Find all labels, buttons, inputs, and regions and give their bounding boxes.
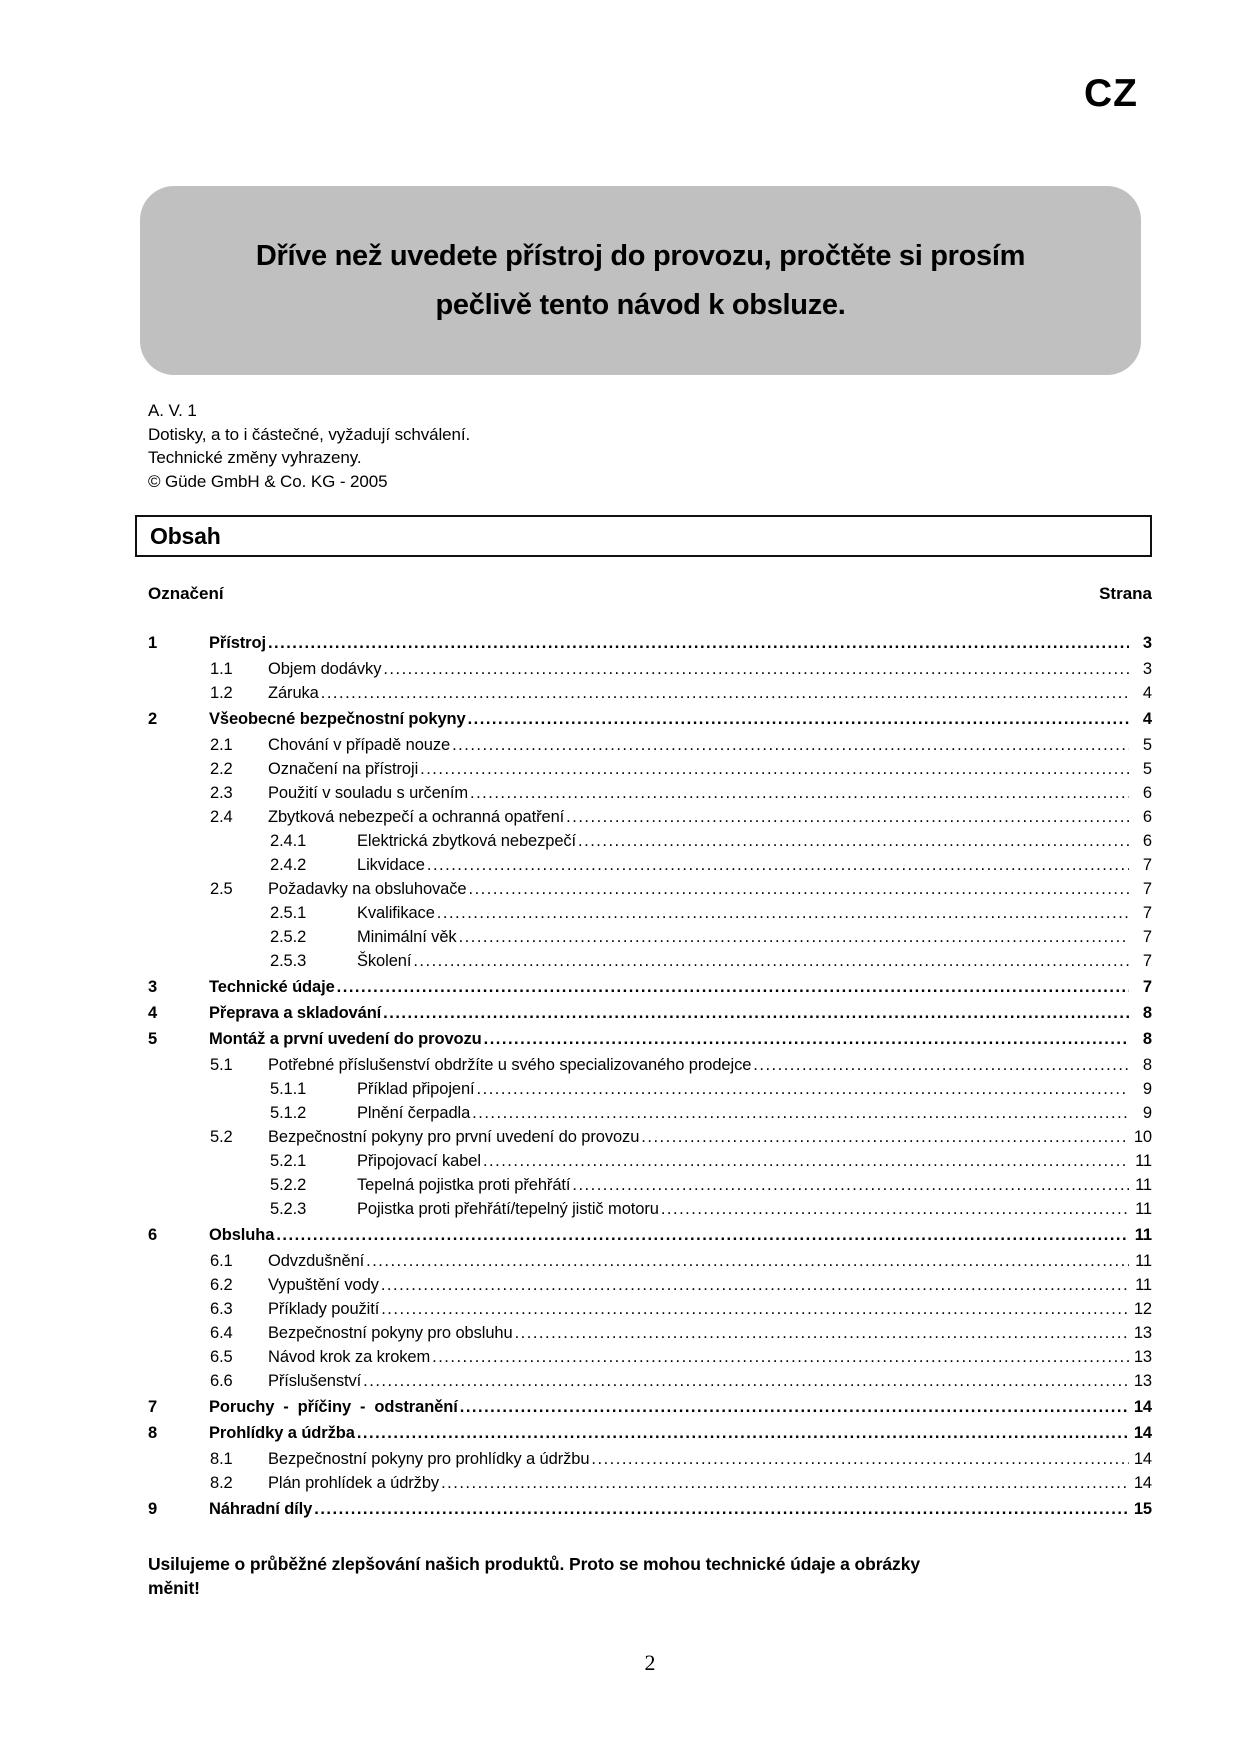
dot-leader xyxy=(427,853,1129,877)
toc-page-number: 4 xyxy=(1142,684,1152,702)
toc-row xyxy=(148,733,1152,757)
toc-row xyxy=(148,1421,1152,1445)
toc-row xyxy=(148,1197,1152,1221)
dot-leader xyxy=(337,975,1129,999)
toc-row xyxy=(148,631,1152,655)
toc-row xyxy=(148,1321,1152,1345)
toc-section-number: 6.5 xyxy=(210,1348,233,1366)
toc-page-number: 15 xyxy=(1133,1500,1152,1518)
toc-row xyxy=(148,1297,1152,1321)
toc-section-number: 4 xyxy=(148,1004,158,1022)
dot-leader xyxy=(357,1421,1129,1445)
improvement-note-line-1: Usilujeme o průběžné zlepšování našich produktů. Proto se mohou technické údaje a obrázky xyxy=(148,1554,920,1574)
toc-header-page: Strana xyxy=(1099,584,1152,603)
toc-page-number: 6 xyxy=(1142,832,1152,850)
toc-section-title: Plnění čerpadla xyxy=(357,1104,471,1122)
toc-page-number: 14 xyxy=(1133,1398,1152,1416)
toc-section-title: Bezpečnostní pokyny pro prohlídky a údržbu xyxy=(268,1450,590,1468)
toc-page-number: 7 xyxy=(1142,880,1152,898)
toc-section-number: 5.2.1 xyxy=(270,1152,307,1170)
toc-page-number: 9 xyxy=(1142,1080,1152,1098)
toc-section-number: 5.2.2 xyxy=(270,1176,307,1194)
dot-leader xyxy=(452,733,1129,757)
toc-section-number: 5.1.2 xyxy=(270,1104,307,1122)
toc-page-number: 11 xyxy=(1134,1226,1152,1244)
toc-header-designation: Označení xyxy=(148,584,224,603)
toc-page-number: 7 xyxy=(1142,978,1152,996)
toc-page-number: 11 xyxy=(1135,1276,1152,1294)
toc-section-title: Chování v případě nouze xyxy=(268,736,451,754)
toc-row xyxy=(148,1125,1152,1149)
toc-page-number: 3 xyxy=(1142,634,1152,652)
toc-section-number: 6.3 xyxy=(210,1300,233,1318)
toc-row xyxy=(148,1173,1152,1197)
dot-leader xyxy=(641,1125,1129,1149)
toc-section-number: 6.1 xyxy=(210,1252,233,1270)
toc-section-title: Školení xyxy=(357,952,412,970)
toc-section-number: 6 xyxy=(148,1226,158,1244)
toc-page-number: 14 xyxy=(1133,1474,1152,1492)
toc-row xyxy=(148,1223,1152,1247)
dot-leader xyxy=(578,829,1129,853)
dot-leader xyxy=(363,1369,1129,1393)
toc-row xyxy=(148,1149,1152,1173)
dot-leader xyxy=(469,877,1130,901)
dot-leader xyxy=(420,757,1129,781)
contents-heading: Obsah xyxy=(150,522,221,549)
improvement-note xyxy=(148,1552,920,1600)
toc-row xyxy=(148,805,1152,829)
toc-section-title: Označení na přístroji xyxy=(268,760,419,778)
toc-row xyxy=(148,1001,1152,1025)
toc-row xyxy=(148,1471,1152,1495)
dot-leader xyxy=(484,1027,1129,1051)
toc-page-number: 10 xyxy=(1133,1128,1152,1146)
dot-leader xyxy=(366,1249,1129,1273)
dot-leader xyxy=(572,1173,1129,1197)
notice-line-1: Dříve než uvedete přístroj do provozu, pročtěte si prosím xyxy=(255,239,1026,272)
toc-section-number: 2 xyxy=(148,710,158,728)
toc-section-number: 2.4 xyxy=(210,808,233,826)
dot-leader xyxy=(515,1321,1129,1345)
toc-section-number: 2.5.2 xyxy=(270,928,307,946)
imprint-version: A. V. 1 xyxy=(148,401,197,420)
toc-section-title: Objem dodávky xyxy=(268,660,382,678)
toc-section-title: Návod krok za krokem xyxy=(268,1348,431,1366)
dot-leader xyxy=(459,925,1129,949)
imprint-copyright: © Güde GmbH & Co. KG - 2005 xyxy=(148,471,388,491)
toc-section-number: 5.1 xyxy=(210,1056,233,1074)
toc-page-number: 9 xyxy=(1142,1104,1152,1122)
dot-leader xyxy=(753,1053,1129,1077)
toc-row xyxy=(148,1395,1152,1419)
toc-section-title: Obsluha xyxy=(209,1226,275,1244)
toc-row xyxy=(148,901,1152,925)
toc-page-number: 13 xyxy=(1133,1348,1152,1366)
toc-section-title: Bezpečnostní pokyny pro obsluhu xyxy=(268,1324,513,1342)
dot-leader xyxy=(437,901,1129,925)
toc-section-number: 5.2.3 xyxy=(270,1200,307,1218)
toc-section-number: 2.5.3 xyxy=(270,952,307,970)
toc-row xyxy=(148,877,1152,901)
dot-leader xyxy=(413,949,1129,973)
toc-page-number: 13 xyxy=(1133,1372,1152,1390)
toc-section-number: 7 xyxy=(148,1398,158,1416)
toc-row xyxy=(148,707,1152,731)
toc-section-title: Pojistka proti přehřátí/tepelný jistič motoru xyxy=(357,1200,659,1218)
toc-row xyxy=(148,1027,1152,1051)
toc-row xyxy=(148,781,1152,805)
toc-section-title: Montáž a první uvedení do provozu xyxy=(209,1030,482,1048)
toc-page-number: 6 xyxy=(1142,784,1152,802)
dot-leader xyxy=(441,1471,1129,1495)
toc-section-title: Kvalifikace xyxy=(357,904,435,922)
toc-section-number: 2.3 xyxy=(210,784,233,802)
toc-page-number: 5 xyxy=(1142,736,1152,754)
dot-leader xyxy=(432,1345,1129,1369)
toc-section-number: 1.1 xyxy=(210,660,233,678)
dot-leader xyxy=(381,1273,1129,1297)
toc-section-number: 1 xyxy=(148,634,158,652)
dot-leader xyxy=(383,657,1129,681)
dot-leader xyxy=(276,1223,1129,1247)
notice-line-2: pečlivě tento návod k obsluze. xyxy=(435,288,846,321)
toc-section-title: Záruka xyxy=(268,684,319,702)
dot-leader xyxy=(483,1149,1129,1173)
dot-leader xyxy=(468,707,1129,731)
language-code-badge: CZ xyxy=(1084,72,1138,115)
toc-page-number: 7 xyxy=(1142,856,1152,874)
toc-row xyxy=(148,1273,1152,1297)
toc-section-title: Vypuštění vody xyxy=(268,1276,379,1294)
toc-section-title: Technické údaje xyxy=(209,978,335,996)
toc-page-number: 4 xyxy=(1142,710,1152,728)
toc-page-number: 11 xyxy=(1135,1176,1152,1194)
toc-section-title: Příklad připojení xyxy=(357,1080,475,1098)
toc-row xyxy=(148,975,1152,999)
dot-leader xyxy=(460,1395,1129,1419)
toc-section-title: Přístroj xyxy=(209,634,266,652)
safety-notice-box xyxy=(140,186,1141,375)
dot-leader xyxy=(470,781,1129,805)
toc-row xyxy=(148,657,1152,681)
toc-column-headers xyxy=(148,584,1152,604)
toc-row xyxy=(148,925,1152,949)
toc-section-number: 8.2 xyxy=(210,1474,233,1492)
toc-section-title: Prohlídky a údržba xyxy=(209,1424,355,1442)
toc-page-number: 6 xyxy=(1142,808,1152,826)
toc-section-number: 5 xyxy=(148,1030,158,1048)
toc-section-title: Použití v souladu s určením xyxy=(268,784,468,802)
toc-section-number: 2.4.1 xyxy=(270,832,307,850)
toc-section-number: 2.4.2 xyxy=(270,856,307,874)
toc-page-number: 13 xyxy=(1133,1324,1152,1342)
toc-section-number: 6.2 xyxy=(210,1276,233,1294)
contents-heading-box xyxy=(135,515,1152,557)
toc-section-number: 1.2 xyxy=(210,684,233,702)
toc-page-number: 5 xyxy=(1142,760,1152,778)
toc-page-number: 7 xyxy=(1142,928,1152,946)
dot-leader xyxy=(591,1447,1129,1471)
dot-leader xyxy=(566,805,1129,829)
toc-section-title: Likvidace xyxy=(357,856,425,874)
toc-page-number: 11 xyxy=(1135,1252,1152,1270)
toc-section-title: Tepelná pojistka proti přehřátí xyxy=(357,1176,571,1194)
toc-page-number: 8 xyxy=(1142,1030,1152,1048)
dot-leader xyxy=(321,681,1129,705)
toc-page-number: 7 xyxy=(1142,952,1152,970)
toc-row xyxy=(148,853,1152,877)
toc-page-number: 11 xyxy=(1135,1200,1152,1218)
toc-row xyxy=(148,949,1152,973)
toc-section-title: Požadavky na obsluhovače xyxy=(268,880,467,898)
table-of-contents xyxy=(148,629,1152,1523)
toc-section-title: Poruchy - příčiny - odstranění xyxy=(209,1398,458,1416)
toc-page-number: 8 xyxy=(1142,1056,1152,1074)
toc-page-number: 14 xyxy=(1133,1424,1152,1442)
imprint-block xyxy=(148,399,470,493)
toc-section-title: Plán prohlídek a údržby xyxy=(268,1474,440,1492)
improvement-note-line-2: měnit! xyxy=(148,1578,200,1598)
toc-section-title: Zbytková nebezpečí a ochranná opatření xyxy=(268,808,565,826)
toc-section-number: 8.1 xyxy=(210,1450,233,1468)
toc-section-number: 6.4 xyxy=(210,1324,233,1342)
toc-section-title: Minimální věk xyxy=(357,928,457,946)
toc-section-title: Přeprava a skladování xyxy=(209,1004,382,1022)
toc-row xyxy=(148,1345,1152,1369)
toc-section-title: Připojovací kabel xyxy=(357,1152,481,1170)
toc-page-number: 7 xyxy=(1142,904,1152,922)
dot-leader xyxy=(314,1497,1129,1521)
dot-leader xyxy=(381,1297,1129,1321)
toc-section-number: 2.2 xyxy=(210,760,233,778)
toc-section-title: Bezpečnostní pokyny pro první uvedení do provozu xyxy=(268,1128,640,1146)
toc-row xyxy=(148,1249,1152,1273)
toc-section-number: 2.1 xyxy=(210,736,233,754)
toc-section-number: 5.1.1 xyxy=(270,1080,307,1098)
toc-section-number: 3 xyxy=(148,978,158,996)
toc-section-title: Náhradní díly xyxy=(209,1500,313,1518)
toc-row xyxy=(148,1053,1152,1077)
dot-leader xyxy=(383,1001,1129,1025)
toc-page-number: 3 xyxy=(1142,660,1152,678)
toc-section-title: Příslušenství xyxy=(268,1372,362,1390)
imprint-changes-note: Technické změny vyhrazeny. xyxy=(148,448,362,467)
dot-leader xyxy=(661,1197,1129,1221)
imprint-reprint-note: Dotisky, a to i částečné, vyžadují schválení. xyxy=(148,424,471,444)
page-number: 2 xyxy=(644,1650,656,1675)
dot-leader xyxy=(472,1101,1129,1125)
toc-page-number: 11 xyxy=(1135,1152,1152,1170)
toc-section-number: 8 xyxy=(148,1424,158,1442)
toc-row xyxy=(148,829,1152,853)
toc-section-number: 2.5.1 xyxy=(270,904,307,922)
toc-section-title: Příklady použití xyxy=(268,1300,380,1318)
toc-section-number: 9 xyxy=(148,1500,158,1518)
toc-page-number: 14 xyxy=(1133,1450,1152,1468)
toc-section-title: Všeobecné bezpečnostní pokyny xyxy=(209,710,466,728)
toc-row xyxy=(148,1447,1152,1471)
toc-section-number: 6.6 xyxy=(210,1372,233,1390)
toc-section-number: 5.2 xyxy=(210,1128,233,1146)
toc-page-number: 8 xyxy=(1142,1004,1152,1022)
toc-row xyxy=(148,1369,1152,1393)
toc-row xyxy=(148,1497,1152,1521)
toc-row xyxy=(148,1101,1152,1125)
dot-leader xyxy=(268,631,1129,655)
toc-section-title: Odvzdušnění xyxy=(268,1252,365,1270)
toc-section-title: Elektrická zbytková nebezpečí xyxy=(357,832,577,850)
toc-section-number: 2.5 xyxy=(210,880,233,898)
toc-row xyxy=(148,1077,1152,1101)
dot-leader xyxy=(477,1077,1129,1101)
toc-page-number: 12 xyxy=(1133,1300,1152,1318)
toc-section-title: Potřebné příslušenství obdržíte u svého specializovaného prodejce xyxy=(268,1056,752,1074)
toc-row xyxy=(148,757,1152,781)
toc-row xyxy=(148,681,1152,705)
